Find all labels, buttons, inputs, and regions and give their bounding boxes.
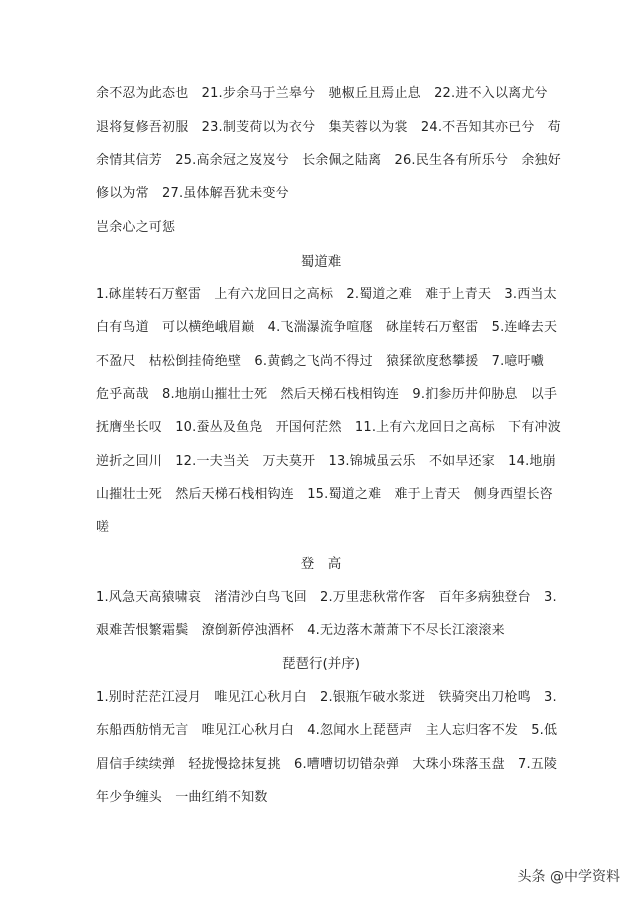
text-line: 抚膺坐长叹 10.蚕丛及鱼凫 开国何茫然 11.上有六龙回日之高标 下有冲波 <box>96 420 561 435</box>
text-line: 白有鸟道 可以横绝峨眉巅 4.飞湍瀑流争喧豗 砯崖转石万壑雷 5.连峰去天 <box>96 320 558 335</box>
text-line: 嗟 <box>96 520 110 535</box>
text-line: 东船西舫悄无言 唯见江心秋月白 4.忽闻水上琵琶声 主人忘归客不发 5.低 <box>96 723 558 738</box>
text-line: 山摧壮士死 然后天梯石栈相钩连 15.蜀道之难 难于上青天 侧身西望长咨 <box>96 487 553 502</box>
text-line: 危乎高哉 8.地崩山摧壮士死 然后天梯石栈相钩连 9.扪参历井仰胁息 以手 <box>96 387 558 402</box>
text-line: 余情其信芳 25.高余冠之岌岌兮 长余佩之陆离 26.民生各有所乐兮 余独好 <box>96 153 561 168</box>
text-line: 1.砯崖转石万壑雷 上有六龙回日之高标 2.蜀道之难 难于上青天 3.西当太 <box>96 287 557 302</box>
section-title-shudaonan: 蜀道难 <box>300 254 342 270</box>
text-line: 1.别时茫茫江浸月 唯见江心秋月白 2.银瓶乍破水浆迸 铁骑突出刀枪鸣 3. <box>96 690 557 705</box>
text-line: 余不忍为此态也 21.步余马于兰皋兮 驰椒丘且焉止息 22.进不入以离尤兮 <box>96 86 548 101</box>
text-line: 眉信手续续弹 轻拢慢捻抹复挑 6.嘈嘈切切错杂弹 大珠小珠落玉盘 7.五陵 <box>96 757 558 772</box>
section-title-pipaxing: 琵琶行(并序) <box>281 656 361 672</box>
text-line: 艰难苦恨繁霜鬓 潦倒新停浊酒杯 4.无边落木萧萧下不尽长江滚滚来 <box>96 623 505 638</box>
text-line: 退将复修吾初服 23.制芰荷以为衣兮 集芙蓉以为裳 24.不吾知其亦已兮 苟 <box>96 120 561 135</box>
text-line: 逆折之回川 12.一夫当关 万夫莫开 13.锦城虽云乐 不如早还家 14.地崩 <box>96 454 556 469</box>
text-line: 岂余心之可惩 <box>96 220 176 235</box>
section-title-denggao: 登 高 <box>300 556 342 572</box>
text-line: 修以为常 27.虽体解吾犹未变兮 <box>96 186 289 201</box>
watermark-text: 头条 @中学资料 <box>517 869 620 885</box>
text-line: 年少争缠头 一曲红绡不知数 <box>96 790 268 805</box>
text-line: 1.风急天高猿啸哀 渚清沙白鸟飞回 2.万里悲秋常作客 百年多病独登台 3. <box>96 590 557 605</box>
text-line: 不盈尺 枯松倒挂倚绝壁 6.黄鹤之飞尚不得过 猿猱欲度愁攀援 7.噫吁嚱 <box>96 354 545 369</box>
